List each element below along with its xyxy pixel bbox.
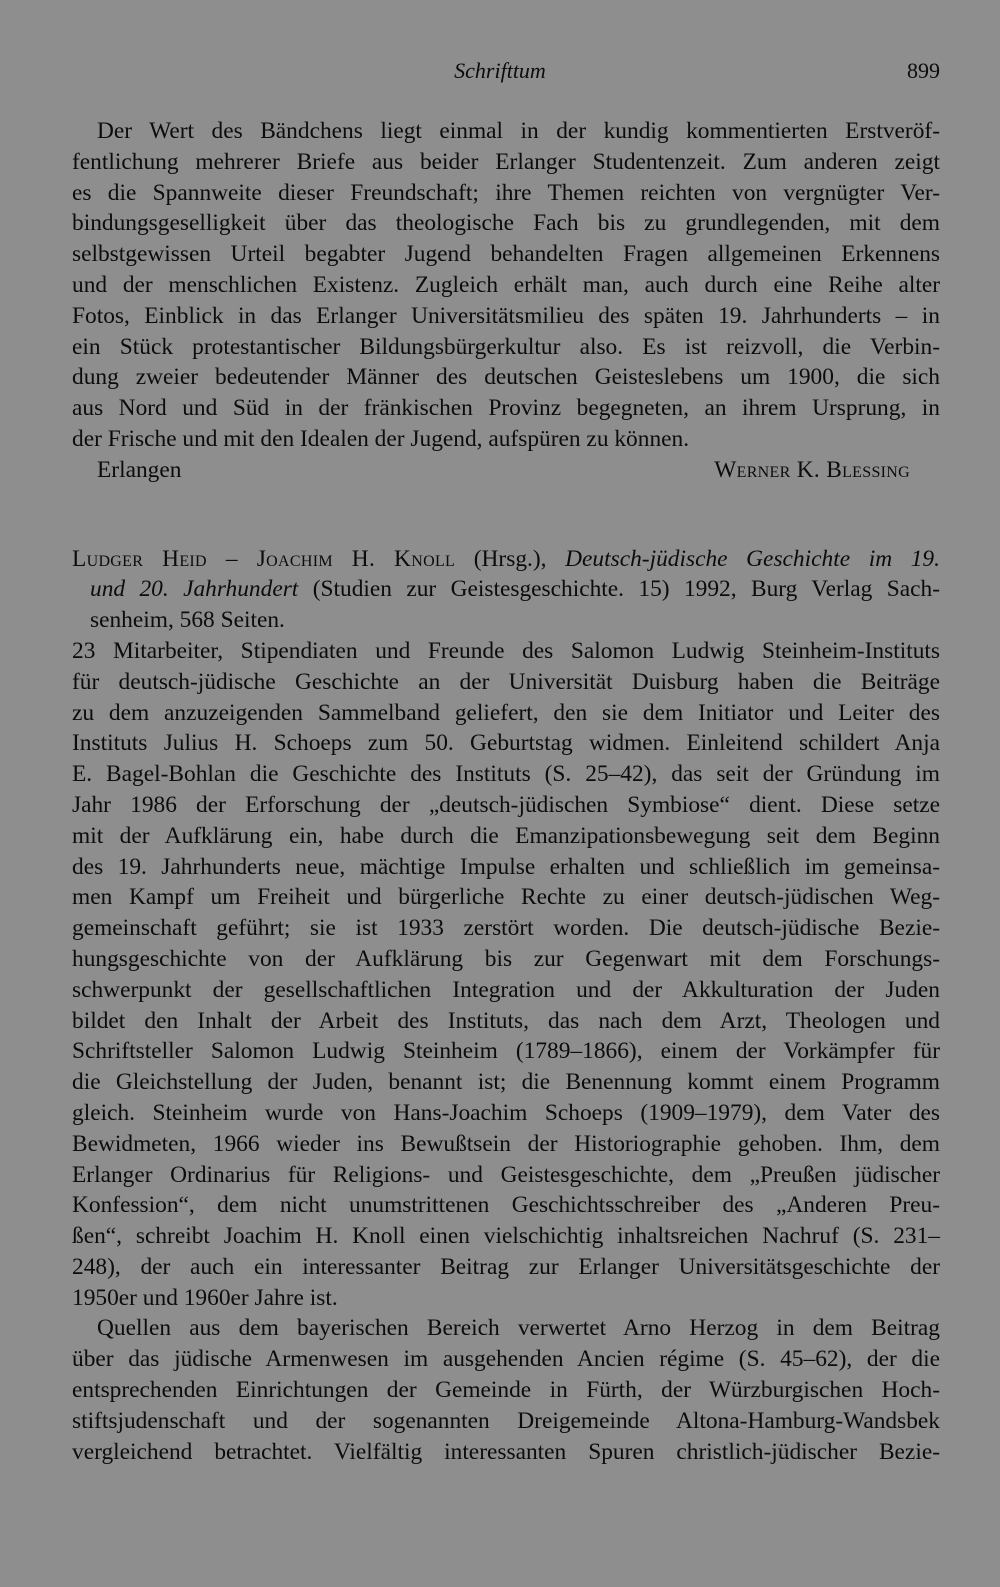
text-line: Der Wert des Bändchens liegt einmal in der kundig kommentierten Erstveröf- — [97, 118, 940, 144]
running-title: Schrifttum — [454, 58, 546, 83]
text-line: Erlanger Ordinarius für Religions- und Geistesgeschichte, dem „Preußen jüdischer — [72, 1161, 940, 1188]
text-line: hungsgeschichte von der Aufklärung bis zur Gegenwart mit dem Forschungs- — [72, 945, 940, 972]
book-title: Deutsch-jüdische Geschichte im 19. — [565, 545, 940, 572]
text-line: ein Stück protestantischer Bildungsbürgerkultur also. Es ist reizvoll, die Verbin- — [72, 333, 940, 360]
text-line: es die Spannweite dieser Freundschaft; ihre Themen reichten von vergnügter Ver- — [72, 179, 940, 206]
text-line: 23 Mitarbeiter, Stipendiaten und Freunde des Salomon Ludwig Steinheim-Instituts — [72, 637, 940, 664]
text-line: E. Bagel-Bohlan die Geschichte des Instituts (S. 25–42), das seit der Gründung im — [72, 761, 940, 788]
review-conclusion — [72, 116, 940, 455]
text-line: des 19. Jahrhunderts neue, mächtige Impulse erhalten und schließlich im gemeinsa- — [72, 853, 940, 880]
text-line: schwerpunkt der gesellschaftlichen Integration und der Akkulturation der Juden — [72, 976, 940, 1003]
text-line: Schriftsteller Salomon Ludwig Steinheim (1789–1866), einem der Vorkämpfer für — [72, 1038, 940, 1065]
review-signature — [72, 455, 940, 486]
book-citation — [72, 544, 940, 636]
citation-line: senheim, 568 Seiten. — [90, 607, 285, 634]
book-editors: Ludger Heid – Joachim H. Knoll — [72, 545, 456, 572]
text-line: men Kampf um Freiheit und bürgerliche Rechte zu einer deutsch-jüdischen Weg- — [72, 884, 940, 911]
text-line: Quellen aus dem bayerischen Bereich verwertet Arno Herzog in dem Beitrag — [97, 1315, 940, 1342]
text-line: die Gleichstellung der Juden, benannt ist; die Benennung kommt einem Programm — [72, 1069, 940, 1096]
review-place: Erlangen — [97, 456, 182, 483]
text-line: selbstgewissen Urteil begabter Jugend behandelten Fragen allgemeinen Erkennens — [72, 241, 940, 268]
text-line: für deutsch-jüdische Geschichte an der Universität Duisburg haben die Beiträge — [72, 668, 940, 695]
running-header — [0, 54, 1000, 88]
citation-line: Ludger Heid – Joachim H. Knoll (Hrsg.), Deutsch-jüdische Geschichte im 19. — [72, 545, 940, 572]
reviewer-name: Werner K. Blessing — [714, 456, 910, 483]
text-line: Konfession“, dem nicht unumstrittenen Geschichtsschreiber des „Anderen Preu- — [72, 1192, 940, 1219]
text-line: Bewidmeten, 1966 wieder ins Bewußtsein der Historiographie gehoben. Ihm, dem — [72, 1130, 940, 1157]
text-line: mit der Aufklärung ein, habe durch die Emanzipationsbewegung seit dem Beginn — [72, 822, 940, 849]
text-line: fentlichung mehrerer Briefe aus beider Erlanger Studentenzeit. Zum anderen zeigt — [72, 148, 940, 175]
text-line: ßen“, schreibt Joachim H. Knoll einen vielschichtig inhaltsreichen Nachruf (S. 231– — [72, 1223, 940, 1250]
text-line: entsprechenden Einrichtungen der Gemeinde in Fürth, der Würzburgischen Hoch- — [72, 1377, 940, 1404]
book-series: (Studien zur Geistesgeschichte. 15) 1992, Burg Verlag Sach- — [298, 576, 940, 603]
text-line: 1950er und 1960er Jahre ist. — [72, 1284, 338, 1311]
text-line: Fotos, Einblick in das Erlanger Universitätsmilieu des späten 19. Jahrhunderts – in — [72, 302, 940, 329]
text-line: gemeinschaft geführt; sie ist 1933 zerstört worden. Die deutsch-jüdische Bezie- — [72, 915, 940, 942]
text-line: der Frische und mit den Idealen der Jugend, aufspüren zu können. — [72, 425, 690, 452]
text-line: vergleichend betrachtet. Vielfältig interessanten Spuren christlich-jüdischer Bezie- — [72, 1438, 940, 1465]
page-number: 899 — [907, 58, 940, 83]
book-title-cont: und 20. Jahrhundert — [90, 576, 299, 603]
page-body — [72, 116, 940, 1467]
text-line: zu dem anzuzeigenden Sammelband geliefert, den sie dem Initiator und Leiter des — [72, 699, 940, 726]
text-line: bindungsgeselligkeit über das theologische Fach bis zu grundlegenden, mit dem — [72, 210, 940, 237]
text-line: über das jüdische Armenwesen im ausgehenden Ancien régime (S. 45–62), der die — [72, 1346, 940, 1373]
text-line: aus Nord und Süd in der fränkischen Provinz begegneten, an ihrem Ursprung, in — [72, 395, 940, 422]
text-line: stiftsjudenschaft und der sogenannten Dreigemeinde Altona-Hamburg-Wandsbek — [72, 1407, 940, 1434]
text-line: Instituts Julius H. Schoeps zum 50. Geburtstag widmen. Einleitend schildert Anja — [72, 730, 940, 757]
text-line: und der menschlichen Existenz. Zugleich erhält man, auch durch eine Reihe alter — [72, 271, 940, 298]
review-body-paragraph-1 — [72, 636, 940, 1314]
text-line: 248), der auch ein interessanter Beitrag zur Erlanger Universitätsgeschichte der — [72, 1253, 940, 1280]
text-line: gleich. Steinheim wurde von Hans-Joachim Schoeps (1909–1979), dem Vater des — [72, 1099, 940, 1126]
text-line: dung zweier bedeutender Männer des deutschen Geisteslebens um 1900, die sich — [72, 364, 940, 391]
citation-line — [72, 574, 940, 605]
text-line: bildet den Inhalt der Arbeit des Instituts, das nach dem Arzt, Theologen und — [72, 1007, 940, 1034]
text-line: Jahr 1986 der Erforschung der „deutsch-jüdischen Symbiose“ dient. Diese setze — [72, 791, 940, 818]
review-body-paragraph-2 — [72, 1313, 940, 1467]
